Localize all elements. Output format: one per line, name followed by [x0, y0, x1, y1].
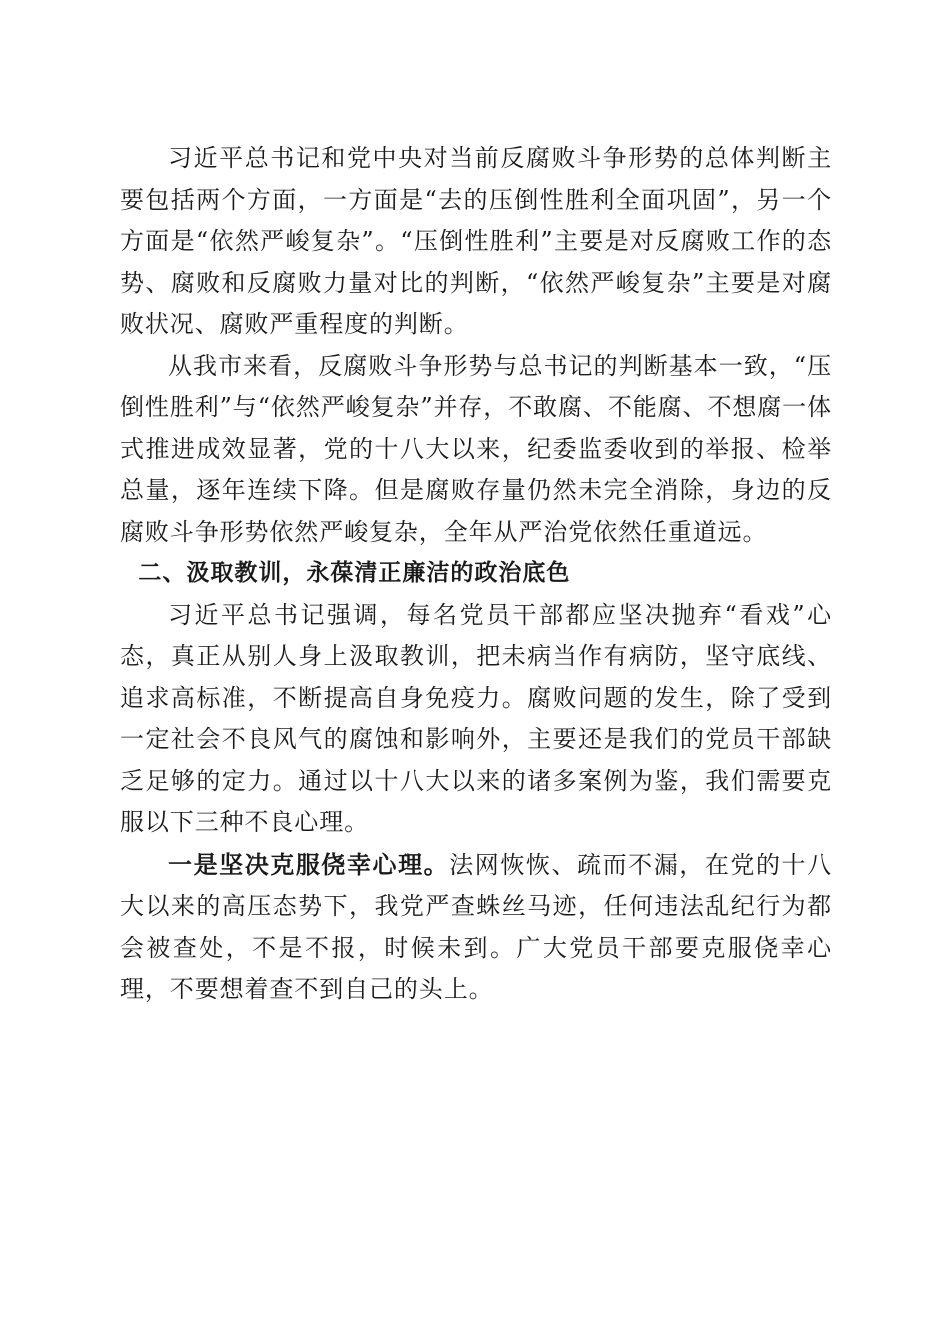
paragraph-lessons: 习近平总书记强调，每名党员干部都应坚决抛弃“看戏”心态，真正从别人身上汲取教训，把未病当作有病防，坚守底线、追求高标准，不断提高自身免疫力。腐败问题的发生，除了受到一定社会不良风气的腐蚀和影响外，主要还是我们的党员干部缺乏足够的定力。通过以十八大以来的诸多案例为鉴，我们需要克服以下三种不良心理。 — [120, 600, 832, 836]
paragraph-overcome-luck-mentality — [120, 844, 832, 1011]
paragraph-body-text: 法网恢恢、疏而不漏，在党的十八大以来的高压态势下，我党严查蛛丝马迹，任何违法乱纪行为都会被查处，不是不报，时候未到。广大党员干部要克服侥幸心理，不要想着查不到自己的头上。 — [120, 850, 832, 1003]
paragraph-overall-judgment: 习近平总书记和党中央对当前反腐败斗争形势的总体判断主要包括两个方面，一方面是“去的压倒性胜利全面巩固”，另一个方面是“依然严峻复杂”。“压倒性胜利”主要是对反腐败工作的态势、腐败和反腐败力量对比的判断，“依然严峻复杂”主要是对腐败状况、腐败严重程度的判断。 — [120, 144, 832, 338]
section-heading: 二、汲取教训，永葆清正廉洁的政治底色 — [138, 560, 571, 586]
document-page — [120, 138, 832, 1011]
paragraph-city-situation: 从我市来看，反腐败斗争形势与总书记的判断基本一致，“压倒性胜利”与“依然严峻复杂”并存，不敢腐、不能腐、不想腐一体式推进成效显著，党的十八大以来，纪委监委收到的举报、检举总量，逐年连续下降。但是腐败存量仍然未完全消除，身边的反腐败斗争形势依然严峻复杂，全年从严治党依然任重道远。 — [120, 351, 832, 546]
paragraph-lead-text: 一是坚决克服侥幸心理。 — [168, 849, 450, 879]
